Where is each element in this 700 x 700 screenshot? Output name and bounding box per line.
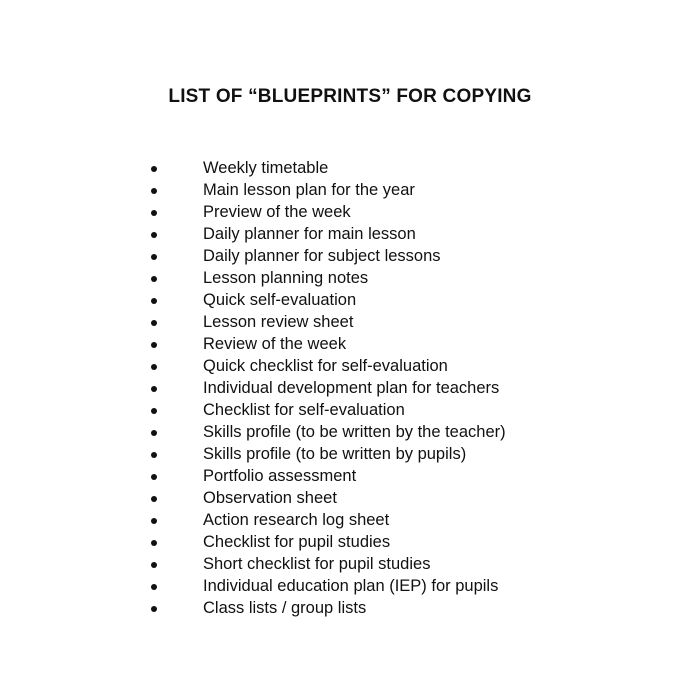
list-item-label: Individual development plan for teachers (203, 379, 500, 397)
bullet-icon (151, 496, 157, 502)
bullet-icon (151, 188, 157, 194)
bullet-icon (151, 232, 157, 238)
list-item-label: Action research log sheet (203, 511, 390, 529)
bullet-icon (151, 452, 157, 458)
list-item-label: Review of the week (203, 335, 347, 353)
list-item-label: Class lists / group lists (203, 599, 367, 617)
list-item-label: Lesson review sheet (203, 313, 354, 331)
bullet-icon (151, 320, 157, 326)
list-item-label: Preview of the week (203, 203, 351, 221)
bullet-icon (151, 210, 157, 216)
list-item-label: Skills profile (to be written by pupils) (203, 445, 467, 463)
list-item-label: Portfolio assessment (203, 467, 357, 485)
bullet-icon (151, 430, 157, 436)
page-title: LIST OF “BLUEPRINTS” FOR COPYING (168, 86, 532, 107)
bullet-icon (151, 474, 157, 480)
bullet-icon (151, 276, 157, 282)
list-item-label: Quick self-evaluation (203, 291, 357, 309)
list-item-label: Short checklist for pupil studies (203, 555, 431, 573)
bullet-icon (151, 364, 157, 370)
list-item-label: Observation sheet (203, 489, 337, 507)
bullet-icon (151, 562, 157, 568)
list-item-label: Checklist for pupil studies (203, 533, 391, 551)
list-item-label: Daily planner for subject lessons (203, 247, 441, 265)
list-item-label: Individual education plan (IEP) for pupils (203, 577, 499, 595)
list-item-label: Quick checklist for self-evaluation (203, 357, 448, 375)
bullet-icon (151, 254, 157, 260)
bullet-icon (151, 518, 157, 524)
list-item-label: Daily planner for main lesson (203, 225, 416, 243)
list-item-label: Weekly timetable (203, 159, 329, 177)
bullet-icon (151, 342, 157, 348)
bullet-icon (151, 166, 157, 172)
bullet-icon (151, 540, 157, 546)
list-item-label: Main lesson plan for the year (203, 181, 415, 199)
bullet-icon (151, 298, 157, 304)
bullet-icon (151, 386, 157, 392)
bullet-icon (151, 584, 157, 590)
list-item-label: Checklist for self-evaluation (203, 401, 405, 419)
list-item-label: Lesson planning notes (203, 269, 369, 287)
list-item-label: Skills profile (to be written by the teacher) (203, 423, 506, 441)
bullet-icon (151, 408, 157, 414)
bullet-icon (151, 606, 157, 612)
